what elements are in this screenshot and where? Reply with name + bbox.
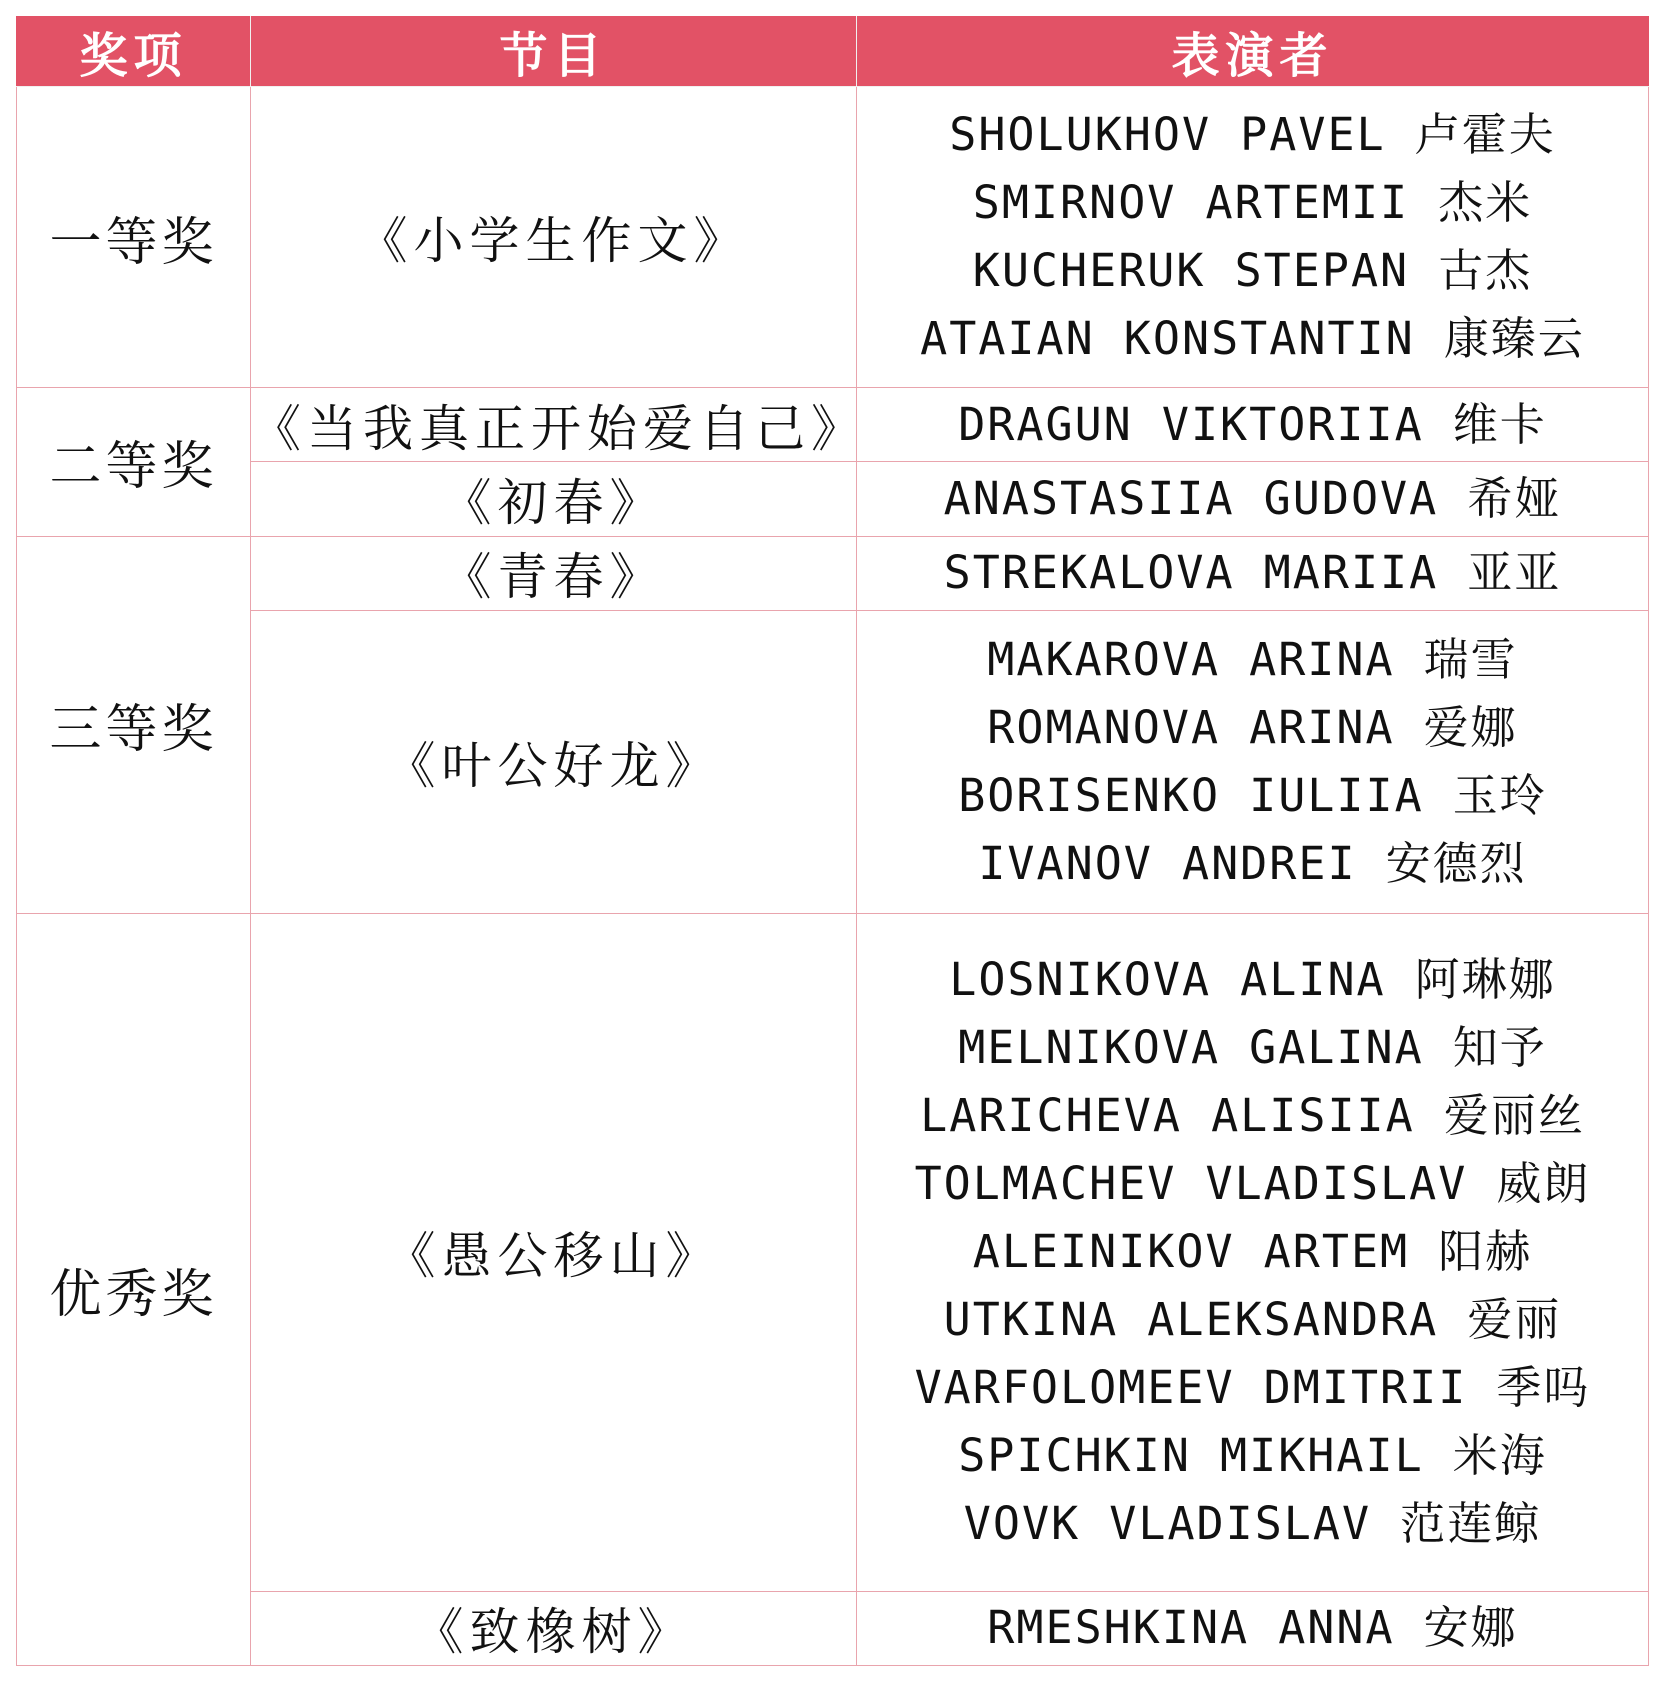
- performer-name: MAKAROVA ARINA 瑞雪: [987, 633, 1518, 687]
- table-row: [17, 388, 1649, 462]
- performer-cell: [857, 388, 1649, 462]
- table-row: [17, 536, 1649, 610]
- performer-name: KUCHERUK STEPAN 古杰: [972, 244, 1533, 298]
- header-award: 奖项: [17, 17, 251, 87]
- table-row: [17, 610, 1649, 913]
- performer-name: SMIRNOV ARTEMII 杰米: [972, 176, 1533, 230]
- performer-name: LARICHEVA ALISIIA 爱丽丝: [920, 1089, 1585, 1143]
- header-program: 节目: [251, 17, 857, 87]
- performer-name: STREKALOVA MARIIA 亚亚: [943, 546, 1562, 600]
- header-row: [17, 17, 1649, 87]
- award-cell: 二等奖: [17, 388, 251, 537]
- performer-name: SPICHKIN MIKHAIL 米海: [958, 1429, 1547, 1483]
- performer-cell: [857, 1591, 1649, 1665]
- performer-name: RMESHKINA ANNA 安娜: [987, 1601, 1518, 1655]
- program-cell: 《小学生作文》: [251, 87, 857, 388]
- performer-name: MELNIKOVA GALINA 知予: [958, 1021, 1547, 1075]
- program-cell: 《初春》: [251, 462, 857, 536]
- award-cell: 三等奖: [17, 536, 251, 913]
- table-row: [17, 462, 1649, 536]
- program-cell: 《叶公好龙》: [251, 610, 857, 913]
- program-cell: 《愚公移山》: [251, 914, 857, 1592]
- performer-cell: [857, 536, 1649, 610]
- performer-name: LOSNIKOVA ALINA 阿琳娜: [949, 953, 1556, 1007]
- performer-name: BORISENKO IULIIA 玉玲: [958, 769, 1547, 823]
- performer-name: ROMANOVA ARINA 爱娜: [987, 701, 1518, 755]
- program-cell: 《当我真正开始爱自己》: [251, 388, 857, 462]
- performer-name: VOVK VLADISLAV 范莲鲸: [963, 1497, 1542, 1551]
- performer-cell: [857, 610, 1649, 913]
- performer-name: TOLMACHEV VLADISLAV 威朗: [914, 1157, 1591, 1211]
- performer-name: SHOLUKHOV PAVEL 卢霍夫: [949, 108, 1556, 162]
- program-cell: 《青春》: [251, 536, 857, 610]
- program-cell: 《致橡树》: [251, 1591, 857, 1665]
- performer-name: VARFOLOMEEV DMITRII 季吗: [914, 1361, 1591, 1415]
- award-cell: 一等奖: [17, 87, 251, 388]
- table-row: [17, 914, 1649, 1592]
- performer-cell: [857, 462, 1649, 536]
- performer-name: ALEINIKOV ARTEM 阳赫: [972, 1225, 1533, 1279]
- table-row: [17, 1591, 1649, 1665]
- performer-name: DRAGUN VIKTORIIA 维卡: [958, 397, 1547, 451]
- performer-name: ANASTASIIA GUDOVA 希娅: [943, 472, 1562, 526]
- performer-name: UTKINA ALEKSANDRA 爱丽: [943, 1293, 1562, 1347]
- table-row: [17, 87, 1649, 388]
- performer-name: ATAIAN KONSTANTIN 康臻云: [920, 312, 1585, 366]
- awards-table: [16, 16, 1649, 1666]
- performer-cell: [857, 87, 1649, 388]
- header-performer: 表演者: [857, 17, 1649, 87]
- performer-name: IVANOV ANDREI 安德烈: [978, 837, 1527, 891]
- performer-cell: [857, 914, 1649, 1592]
- award-cell: 优秀奖: [17, 914, 251, 1666]
